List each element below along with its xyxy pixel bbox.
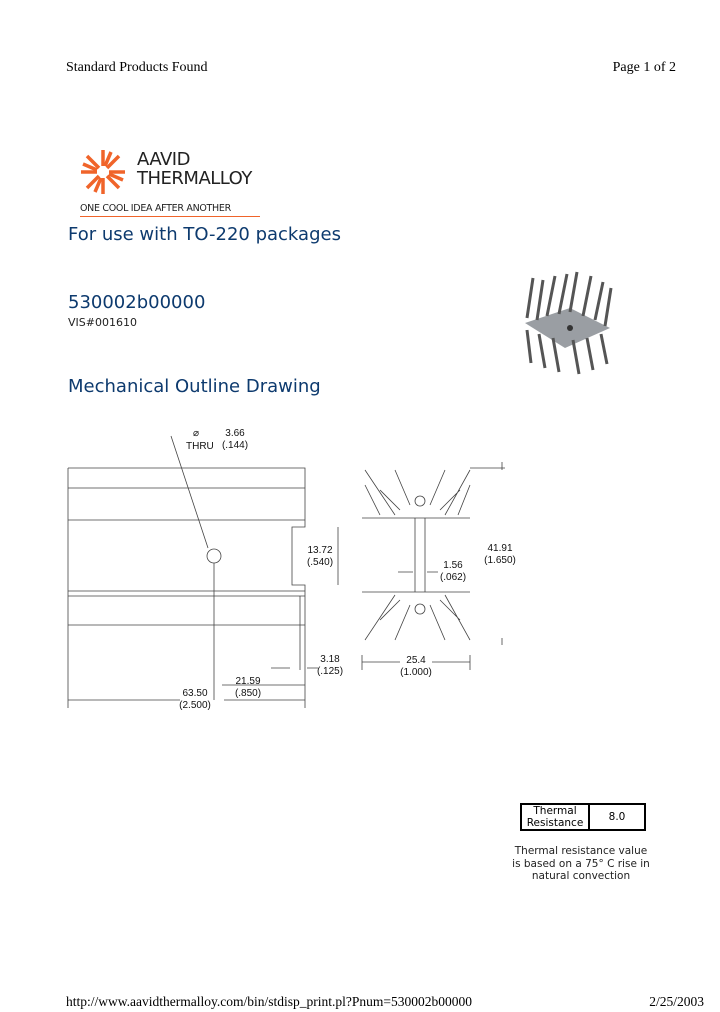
offset-in: (.125)	[316, 666, 344, 677]
hole-position-dimension	[228, 676, 268, 700]
base-dimension	[436, 560, 470, 584]
width-dimension	[398, 655, 434, 679]
logo-tagline: ONE COOL IDEA AFTER ANOTHER	[80, 203, 260, 217]
base-in: (.062)	[439, 572, 467, 583]
length-dimension	[175, 688, 215, 712]
hole-dimension	[220, 428, 250, 452]
label-line1: Thermal	[533, 805, 577, 817]
header-title: Standard Products Found	[66, 60, 208, 75]
hole-thru-label: THRU	[186, 441, 214, 452]
notch-dimension	[302, 545, 338, 569]
thermal-resistance-table	[520, 803, 646, 831]
notch-in: (.540)	[306, 557, 334, 568]
footer-url: http://www.aavidthermalloy.com/bin/stdisp_print.pl?Pnum=530002b00000	[66, 994, 472, 1009]
side-view	[68, 436, 338, 708]
height-dimension	[480, 543, 520, 567]
length-mm: 63.50	[182, 688, 208, 699]
hole-mm: 3.66	[225, 428, 245, 439]
offset-dimension	[314, 654, 346, 678]
thermal-resistance-value: 8.0	[589, 804, 645, 830]
hole-pos-mm: 21.59	[235, 676, 261, 687]
hole-in: (.144)	[221, 440, 249, 451]
width-in: (1.000)	[400, 667, 432, 678]
width-mm: 25.4	[406, 655, 426, 666]
height-in: (1.650)	[484, 555, 516, 566]
length-in: (2.500)	[179, 700, 211, 711]
thermal-note: Thermal resistance value is based on a 75° C rise in natural convection	[512, 845, 650, 882]
notch-mm: 13.72	[307, 545, 333, 556]
hole-diameter-symbol: ⌀	[193, 428, 200, 439]
section-title: Mechanical Outline Drawing	[68, 376, 321, 397]
offset-mm: 3.18	[320, 654, 340, 665]
label-line2: Resistance	[526, 817, 584, 829]
hole-pos-in: (.850)	[234, 688, 262, 699]
page-number: Page 1 of 2	[612, 60, 676, 75]
vis-number: VIS#001610	[68, 316, 137, 329]
height-mm: 41.91	[487, 543, 513, 554]
base-mm: 1.56	[443, 560, 463, 571]
thermal-resistance-label	[521, 804, 589, 830]
logo-line1: AAVID	[137, 149, 190, 170]
footer-date: 2/25/2003	[649, 994, 704, 1009]
logo-line2: THERMALLOY	[137, 168, 252, 189]
part-number: 530002b00000	[68, 292, 206, 313]
subtitle: For use with TO-220 packages	[68, 224, 341, 245]
